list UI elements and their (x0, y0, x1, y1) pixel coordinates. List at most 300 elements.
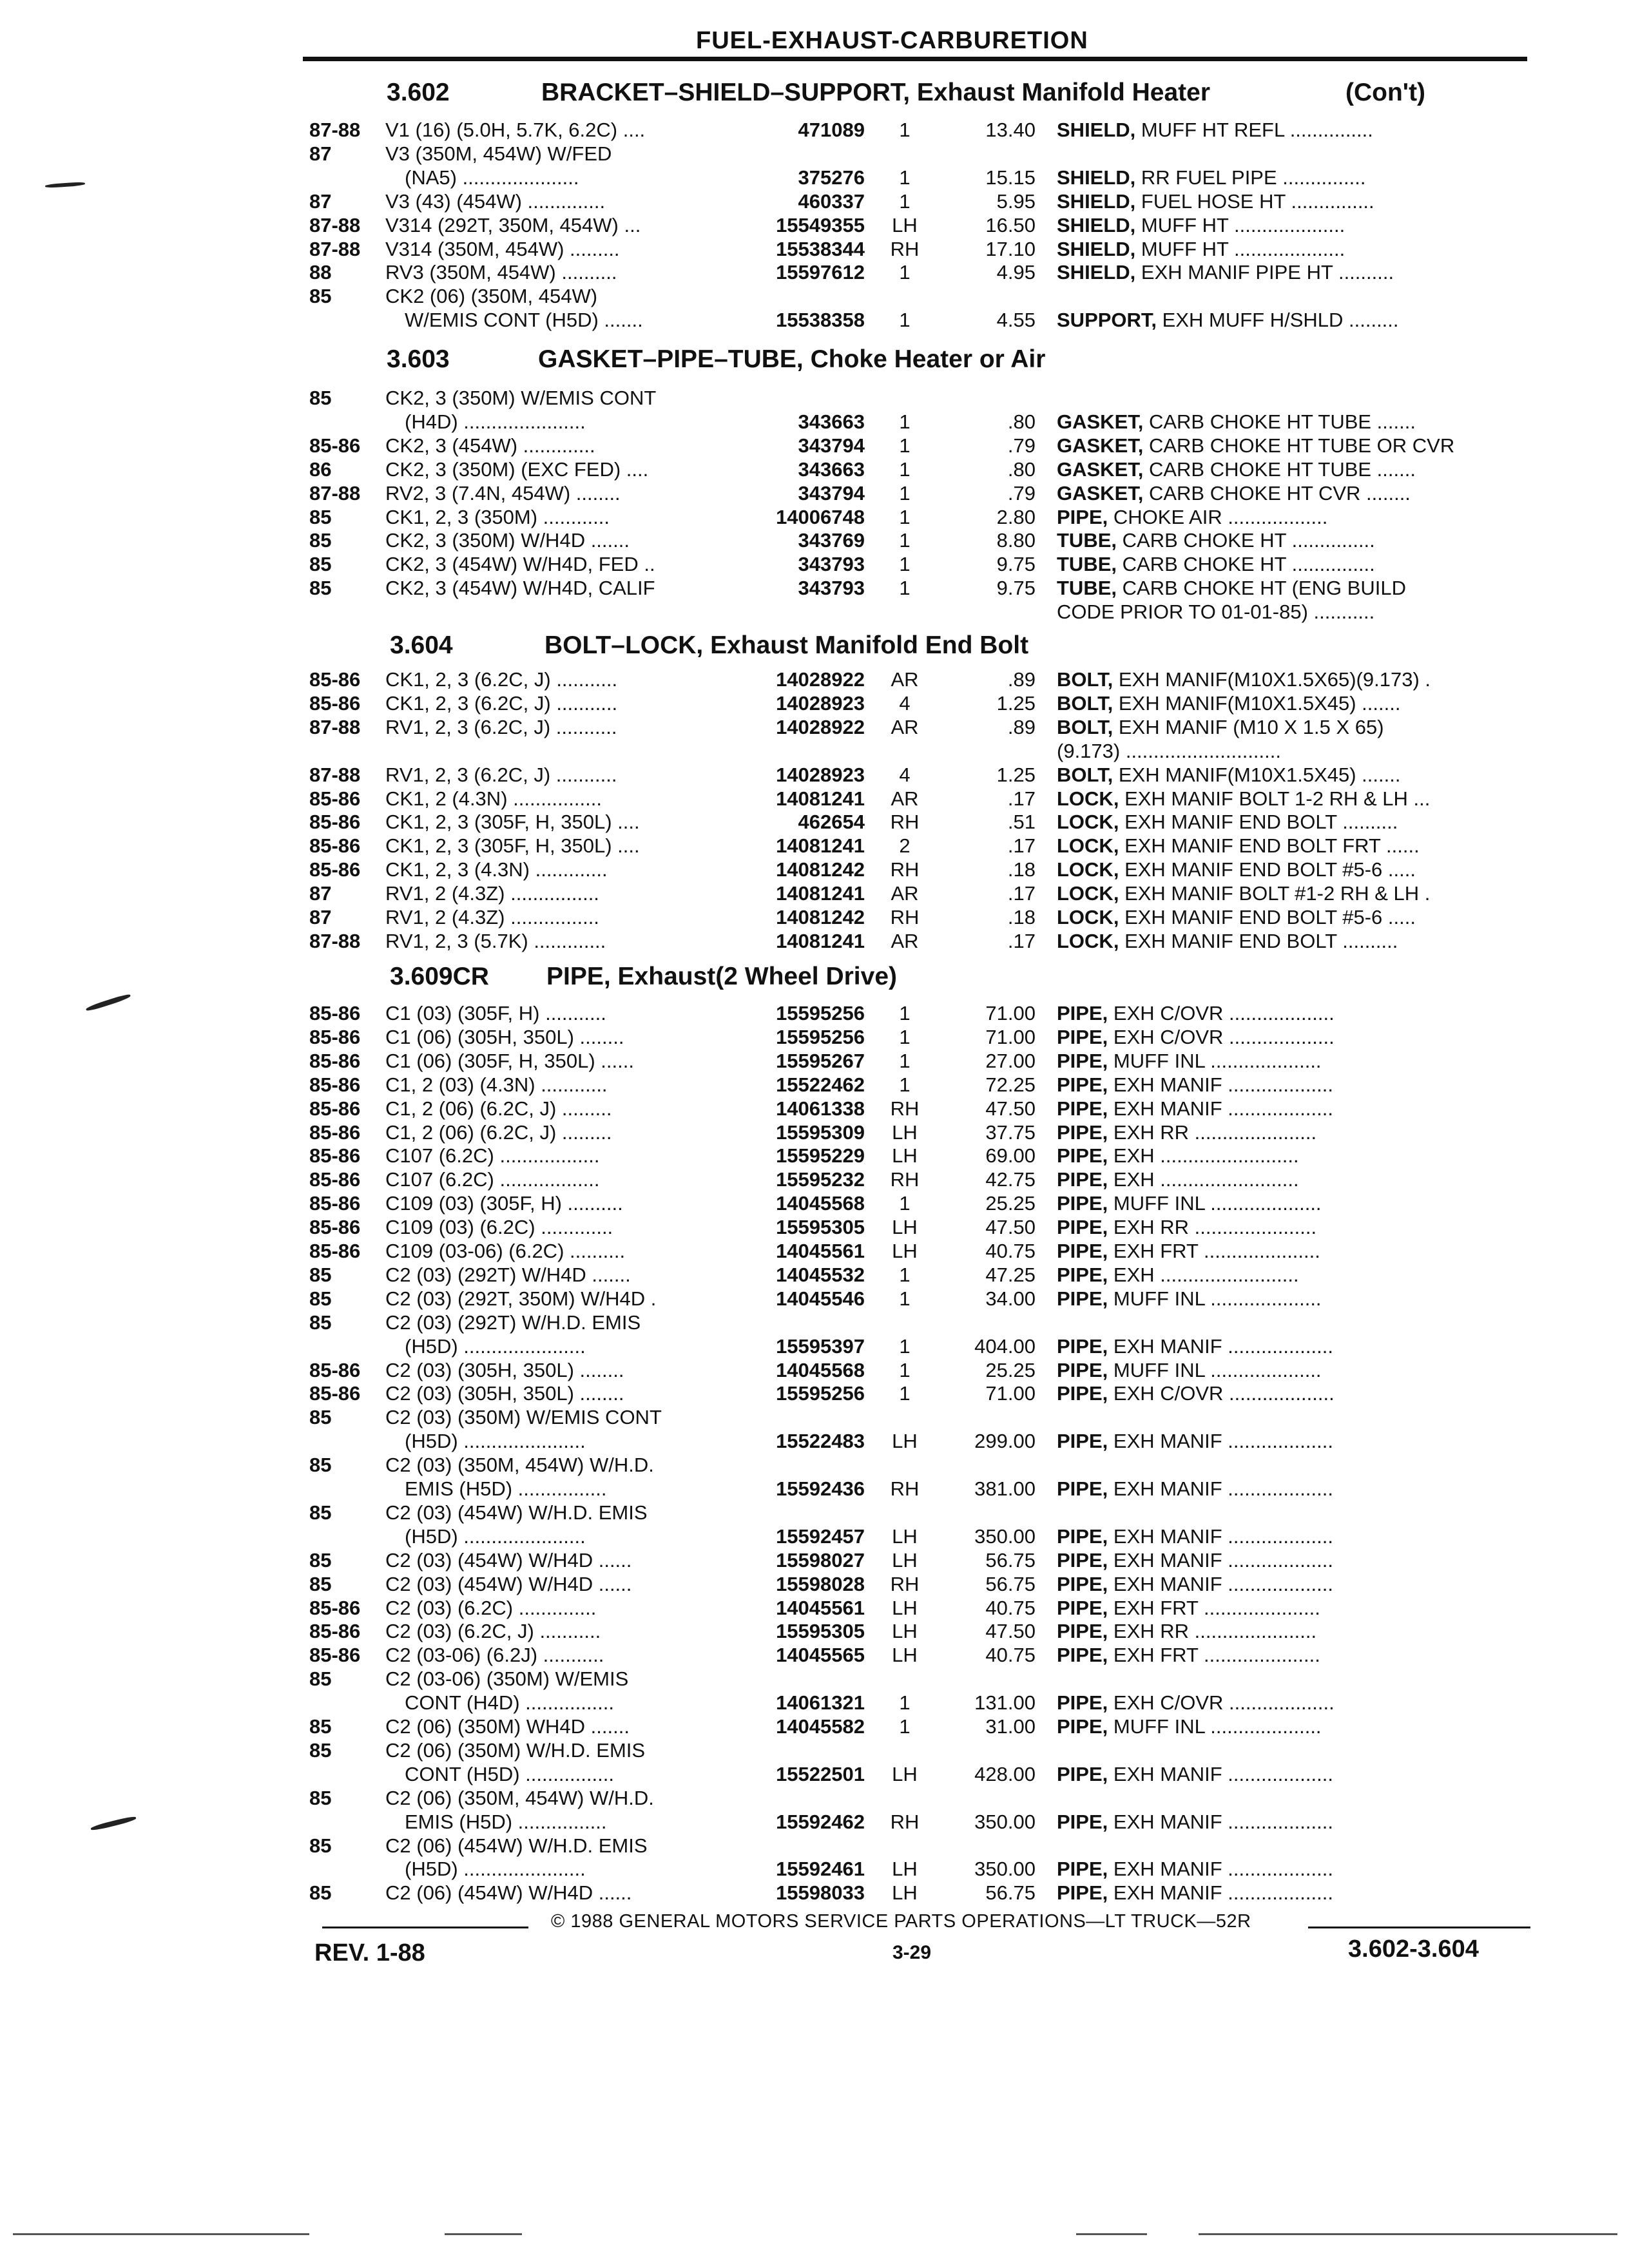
part-number: 15595232 (776, 1168, 865, 1191)
model-year: 87-88 (309, 214, 361, 236)
application-description: W/EMIS CONT (H5D) ....... (405, 309, 643, 331)
price: 13.40 (985, 119, 1036, 141)
part-name-detail: CARB CHOKE HT (ENG BUILD (1122, 577, 1407, 599)
application-description: RV1, 2, 3 (6.2C, J) ........... (385, 764, 617, 786)
quantity: AR (891, 668, 919, 691)
model-year: 85-86 (309, 1050, 361, 1072)
parts-table-row (0, 434, 1629, 457)
part-name-noun: PIPE, (1057, 1359, 1108, 1381)
price: .17 (1007, 882, 1036, 905)
model-year: 85-86 (309, 1597, 361, 1619)
price: 4.95 (996, 261, 1036, 284)
part-name (1057, 577, 1521, 600)
part-name-detail: EXH MANIF(M10X1.5X65)(9.173) . (1118, 668, 1431, 691)
part-name-detail: EXH MANIF PIPE HT .......... (1141, 261, 1394, 284)
price: 25.25 (985, 1359, 1036, 1381)
quantity: 4 (899, 764, 911, 786)
price: 17.10 (985, 238, 1036, 260)
part-name-noun: PIPE, (1057, 1597, 1108, 1619)
price: .17 (1007, 834, 1036, 857)
quantity: RH (890, 858, 920, 881)
part-name (1057, 261, 1521, 284)
part-number: 15522483 (776, 1430, 865, 1452)
part-number: 14045532 (776, 1264, 865, 1286)
parts-table-row (0, 1097, 1629, 1120)
part-name-detail: EXH MANIF END BOLT .......... (1124, 811, 1398, 833)
footer-copyright: © 1988 GENERAL MOTORS SERVICE PARTS OPERATIONS—LT TRUCK—52R (551, 1911, 1251, 1932)
part-number: 343794 (798, 434, 865, 457)
application-description: EMIS (H5D) ................ (405, 1477, 607, 1500)
price: 1.25 (996, 764, 1036, 786)
part-name-noun: SHIELD, (1057, 166, 1136, 189)
parts-table-row (0, 119, 1629, 142)
part-name (1057, 668, 1521, 691)
part-name-noun: LOCK, (1057, 930, 1119, 952)
part-name-noun: PIPE, (1057, 1121, 1108, 1144)
part-name-noun: PIPE, (1057, 1763, 1108, 1785)
part-number: 15598033 (776, 1881, 865, 1904)
parts-table-row (0, 1834, 1629, 1858)
parts-table-row (0, 1787, 1629, 1810)
part-number: 15538358 (776, 309, 865, 331)
part-name (1057, 1549, 1521, 1572)
model-year: 85 (309, 577, 332, 599)
parts-table-row (0, 285, 1629, 308)
parts-table-row (0, 1430, 1629, 1453)
part-number: 15595305 (776, 1620, 865, 1642)
quantity: 1 (899, 261, 911, 284)
part-name (1057, 1192, 1521, 1215)
model-year: 85 (309, 1311, 332, 1334)
header-rule (303, 57, 1527, 61)
model-year: 85 (309, 387, 332, 409)
application-description: CK2, 3 (350M) (EXC FED) .... (385, 458, 649, 481)
application-description: EMIS (H5D) ................ (405, 1811, 607, 1833)
application-description: (H4D) ...................... (405, 410, 586, 433)
price: 1.25 (996, 692, 1036, 715)
application-description: C2 (03-06) (6.2J) ........... (385, 1644, 604, 1666)
model-year: 87-88 (309, 716, 361, 738)
model-year: 87-88 (309, 119, 361, 141)
part-number: 471089 (798, 119, 865, 141)
section-number: 3.604 (390, 631, 453, 659)
parts-table-row (0, 1881, 1629, 1905)
part-name (1057, 1573, 1521, 1596)
part-name (1057, 1097, 1521, 1120)
part-name (1057, 1144, 1521, 1168)
part-name-detail: CARB CHOKE HT TUBE OR CVR (1148, 434, 1455, 457)
part-name (1057, 716, 1521, 739)
part-name-detail: EXH MANIF ................... (1113, 1573, 1333, 1595)
part-name-detail: EXH MUFF H/SHLD ......... (1162, 309, 1399, 331)
parts-table-row (0, 764, 1629, 787)
price: .79 (1007, 434, 1036, 457)
part-name (1057, 1121, 1521, 1144)
application-description: CK1, 2 (4.3N) ................ (385, 787, 602, 810)
part-name-noun: SUPPORT, (1057, 309, 1157, 331)
part-name-noun: PIPE, (1057, 1881, 1108, 1904)
model-year: 85 (309, 1406, 332, 1428)
application-description: V3 (43) (454W) .............. (385, 190, 606, 213)
application-description: C2 (03) (292T) W/H.D. EMIS (385, 1311, 641, 1334)
application-description: C2 (06) (350M, 454W) W/H.D. (385, 1787, 654, 1809)
model-year: 85 (309, 1834, 332, 1857)
model-year: 85-86 (309, 1168, 361, 1191)
part-name-detail: EXH RR ...................... (1113, 1620, 1317, 1642)
part-name-detail: EXH MANIF ................... (1113, 1430, 1333, 1452)
part-name (1057, 482, 1521, 505)
part-number: 343793 (798, 577, 865, 599)
part-name (1057, 458, 1521, 481)
application-description: CK2, 3 (350M) W/H4D ....... (385, 529, 630, 552)
part-name-detail: CARB CHOKE HT ............... (1122, 553, 1375, 575)
parts-table-row (0, 882, 1629, 905)
price: .79 (1007, 482, 1036, 505)
application-description: C2 (06) (350M) W/H.D. EMIS (385, 1739, 646, 1762)
part-number: 14081242 (776, 906, 865, 928)
quantity: AR (891, 930, 919, 952)
application-description: C1, 2 (06) (6.2C, J) ......... (385, 1121, 612, 1144)
part-name-detail: FUEL HOSE HT ............... (1141, 190, 1374, 213)
parts-table-row (0, 930, 1629, 953)
model-year: 87 (309, 190, 332, 213)
part-name-detail: MUFF INL .................... (1113, 1359, 1322, 1381)
part-number: 15595229 (776, 1144, 865, 1167)
part-name-noun: BOLT, (1057, 692, 1113, 715)
part-number: 14028923 (776, 764, 865, 786)
quantity: LH (892, 1881, 918, 1904)
part-name-noun: LOCK, (1057, 882, 1119, 905)
part-name-noun: LOCK, (1057, 906, 1119, 928)
quantity: LH (892, 1216, 918, 1238)
parts-table-row (0, 811, 1629, 834)
part-name (1057, 1477, 1521, 1501)
model-year: 87-88 (309, 930, 361, 952)
price: 72.25 (985, 1073, 1036, 1096)
part-name (1057, 1858, 1521, 1881)
parts-table-row (0, 1264, 1629, 1287)
quantity: 1 (899, 577, 911, 599)
part-number: 14081241 (776, 787, 865, 810)
part-name-noun: SHIELD, (1057, 190, 1136, 213)
quantity: 1 (899, 458, 911, 481)
model-year: 85 (309, 553, 332, 575)
part-name (1057, 1811, 1521, 1834)
application-description: C109 (03) (305F, H) .......... (385, 1192, 623, 1215)
part-number: 15592457 (776, 1525, 865, 1548)
model-year: 85-86 (309, 811, 361, 833)
part-name-detail: EXH RR ...................... (1113, 1216, 1317, 1238)
part-number: 460337 (798, 190, 865, 213)
part-name (1057, 692, 1521, 715)
model-year: 85 (309, 1287, 332, 1310)
part-name-detail: MUFF INL .................... (1113, 1192, 1322, 1215)
section-title: PIPE, Exhaust(2 Wheel Drive) (546, 963, 898, 990)
quantity: 1 (899, 506, 911, 528)
parts-table-row (0, 716, 1629, 739)
application-description: (H5D) ...................... (405, 1858, 586, 1880)
model-year: 85 (309, 1573, 332, 1595)
part-number: 15595267 (776, 1050, 865, 1072)
quantity: 1 (899, 1382, 911, 1405)
price: .18 (1007, 906, 1036, 928)
part-number: 343769 (798, 529, 865, 552)
price: .18 (1007, 858, 1036, 881)
part-number: 14081242 (776, 858, 865, 881)
parts-table-row (0, 1573, 1629, 1596)
part-name (1057, 1691, 1521, 1715)
model-year: 85-86 (309, 1144, 361, 1167)
part-name-detail: EXH MANIF END BOLT #5-6 ..... (1124, 858, 1416, 881)
section-continued-label: (Con't) (1345, 79, 1426, 106)
quantity: LH (892, 1121, 918, 1144)
application-description: C109 (03-06) (6.2C) .......... (385, 1240, 626, 1262)
application-description: (H5D) ...................... (405, 1430, 586, 1452)
application-description: C2 (03) (305H, 350L) ........ (385, 1359, 624, 1381)
application-description: CONT (H5D) ................ (405, 1763, 614, 1785)
application-description: CK2, 3 (454W) W/H4D, CALIF (385, 577, 655, 599)
model-year: 85-86 (309, 692, 361, 715)
part-number: 14028922 (776, 716, 865, 738)
quantity: 1 (899, 529, 911, 552)
price: .51 (1007, 811, 1036, 833)
page-header-title: FUEL-EXHAUST-CARBURETION (696, 27, 1088, 54)
application-description: C2 (03-06) (350M) W/EMIS (385, 1667, 629, 1690)
part-number: 15522501 (776, 1763, 865, 1785)
part-name (1057, 1644, 1521, 1667)
part-name-noun: SHIELD, (1057, 214, 1136, 236)
part-number: 15595256 (776, 1026, 865, 1048)
quantity: LH (892, 1644, 918, 1666)
part-name (1057, 1359, 1521, 1382)
part-name-detail: EXH MANIF ................... (1113, 1549, 1333, 1571)
application-description: CK1, 2, 3 (305F, H, 350L) .... (385, 834, 640, 857)
part-name-noun: GASKET, (1057, 458, 1144, 481)
parts-table-row (0, 1549, 1629, 1572)
model-year: 85 (309, 1667, 332, 1690)
part-name-detail: EXH ......................... (1113, 1264, 1299, 1286)
part-name (1057, 166, 1521, 189)
quantity: 1 (899, 1264, 911, 1286)
part-name-detail: CARB CHOKE HT CVR ........ (1148, 482, 1411, 505)
parts-table-row (0, 1715, 1629, 1738)
parts-table-row (0, 1216, 1629, 1239)
part-name-noun: BOLT, (1057, 716, 1113, 738)
part-name-noun: LOCK, (1057, 858, 1119, 881)
footer-section-range: 3.602-3.604 (1348, 1936, 1479, 1963)
part-name-detail: EXH ......................... (1113, 1144, 1299, 1167)
price: 69.00 (985, 1144, 1036, 1167)
model-year: 85 (309, 1715, 332, 1738)
part-name-detail: CARB CHOKE HT TUBE ....... (1148, 458, 1416, 481)
application-description: (H5D) ...................... (405, 1335, 586, 1358)
application-description: CK1, 2, 3 (305F, H, 350L) .... (385, 811, 640, 833)
application-description: C2 (03) (305H, 350L) ........ (385, 1382, 624, 1405)
part-name-noun: TUBE, (1057, 529, 1117, 552)
part-name-detail: EXH RR ...................... (1113, 1121, 1317, 1144)
model-year: 85-86 (309, 1382, 361, 1405)
application-description: RV3 (350M, 454W) .......... (385, 261, 617, 284)
part-name (1057, 1430, 1521, 1453)
parts-table-row (0, 387, 1629, 410)
model-year: 85 (309, 285, 332, 307)
quantity: 1 (899, 119, 911, 141)
application-description: V1 (16) (5.0H, 5.7K, 6.2C) .... (385, 119, 646, 141)
price: 27.00 (985, 1050, 1036, 1072)
model-year: 85-86 (309, 1026, 361, 1048)
price: 56.75 (985, 1549, 1036, 1571)
part-name (1057, 1525, 1521, 1548)
part-number: 14081241 (776, 882, 865, 905)
price: 71.00 (985, 1026, 1036, 1048)
part-number: 14061321 (776, 1691, 865, 1714)
part-name-noun: PIPE, (1057, 1525, 1108, 1548)
price: 8.80 (996, 529, 1036, 552)
part-name-noun: PIPE, (1057, 1573, 1108, 1595)
application-description: C1 (06) (305H, 350L) ........ (385, 1026, 624, 1048)
quantity: 1 (899, 309, 911, 331)
model-year: 85-86 (309, 787, 361, 810)
part-name-detail: MUFF INL .................... (1113, 1715, 1322, 1738)
model-year: 85-86 (309, 1240, 361, 1262)
application-description: C1, 2 (06) (6.2C, J) ......... (385, 1097, 612, 1120)
part-name-detail: CARB CHOKE HT ............... (1122, 529, 1375, 552)
part-name-detail: EXH MANIF ................... (1113, 1335, 1333, 1358)
part-number: 15595397 (776, 1335, 865, 1358)
quantity: 1 (899, 1050, 911, 1072)
application-description: RV1, 2 (4.3Z) ................ (385, 906, 599, 928)
part-name-detail: EXH MANIF END BOLT .......... (1124, 930, 1398, 952)
part-name (1057, 434, 1521, 457)
application-description: CONT (H4D) ................ (405, 1691, 614, 1714)
parts-table-row (0, 787, 1629, 811)
parts-table-row (0, 668, 1629, 691)
part-name-noun: PIPE, (1057, 1335, 1108, 1358)
part-name-detail: EXH MANIF(M10X1.5X45) ....... (1118, 764, 1401, 786)
part-name-detail: (9.173) ............................ (1057, 740, 1281, 762)
section-number: 3.609CR (390, 963, 489, 990)
parts-table-row (0, 1691, 1629, 1715)
quantity: RH (890, 1168, 920, 1191)
quantity: LH (892, 214, 918, 236)
parts-table-row (0, 142, 1629, 166)
part-name-noun: PIPE, (1057, 1026, 1108, 1048)
part-number: 14006748 (776, 506, 865, 528)
part-name-noun: GASKET, (1057, 410, 1144, 433)
part-number: 15597612 (776, 261, 865, 284)
price: .17 (1007, 930, 1036, 952)
quantity: LH (892, 1144, 918, 1167)
parts-table-row (0, 1073, 1629, 1097)
price: .89 (1007, 668, 1036, 691)
part-name (1057, 529, 1521, 552)
parts-table-row (0, 1763, 1629, 1786)
part-name-noun: PIPE, (1057, 1691, 1108, 1714)
part-name-detail: CARB CHOKE HT TUBE ....... (1148, 410, 1416, 433)
part-name (1057, 882, 1521, 905)
price: 4.55 (996, 309, 1036, 331)
quantity: 1 (899, 1026, 911, 1048)
quantity: AR (891, 787, 919, 810)
part-name (1057, 1287, 1521, 1311)
part-name-noun: PIPE, (1057, 1240, 1108, 1262)
model-year: 85-86 (309, 1359, 361, 1381)
part-name (1057, 601, 1521, 624)
parts-table-row (0, 906, 1629, 929)
application-description: C2 (03) (454W) W/H4D ...... (385, 1549, 632, 1571)
part-name-noun: PIPE, (1057, 1382, 1108, 1405)
part-name-detail: EXH FRT ..................... (1113, 1597, 1320, 1619)
application-description: CK2, 3 (454W) W/H4D, FED .. (385, 553, 655, 575)
parts-table-row (0, 1382, 1629, 1405)
part-name-noun: TUBE, (1057, 577, 1117, 599)
model-year: 85 (309, 1739, 332, 1762)
footer-rule-right (1308, 1927, 1530, 1928)
parts-table-row (0, 1144, 1629, 1168)
model-year: 87-88 (309, 238, 361, 260)
part-number: 343793 (798, 553, 865, 575)
application-description: CK2, 3 (454W) ............. (385, 434, 595, 457)
model-year: 85 (309, 506, 332, 528)
quantity: 1 (899, 482, 911, 505)
part-name (1057, 119, 1521, 142)
price: 350.00 (974, 1811, 1036, 1833)
price: 47.50 (985, 1097, 1036, 1120)
parts-table-row (0, 601, 1629, 624)
price: 16.50 (985, 214, 1036, 236)
part-name (1057, 506, 1521, 529)
part-name-noun: LOCK, (1057, 834, 1119, 857)
part-number: 14045565 (776, 1644, 865, 1666)
part-name-detail: CODE PRIOR TO 01-01-85) ........... (1057, 601, 1375, 623)
parts-table-row (0, 1192, 1629, 1215)
parts-table-row (0, 1525, 1629, 1548)
scan-edge-line (1199, 2233, 1617, 2235)
model-year: 87 (309, 882, 332, 905)
part-name-detail: EXH FRT ..................... (1113, 1240, 1320, 1262)
part-number: 15592461 (776, 1858, 865, 1880)
parts-table-row (0, 1477, 1629, 1501)
price: 9.75 (996, 577, 1036, 599)
price: 299.00 (974, 1430, 1036, 1452)
parts-table-row (0, 190, 1629, 213)
price: 404.00 (974, 1335, 1036, 1358)
part-name (1057, 1216, 1521, 1239)
parts-table-row (0, 858, 1629, 881)
parts-table-row (0, 1667, 1629, 1691)
parts-table-row (0, 166, 1629, 189)
application-description: RV2, 3 (7.4N, 454W) ........ (385, 482, 621, 505)
part-name (1057, 1026, 1521, 1049)
quantity: AR (891, 716, 919, 738)
part-number: 462654 (798, 811, 865, 833)
part-name-detail: EXH MANIF(M10X1.5X45) ....... (1118, 692, 1401, 715)
parts-table-row (0, 1644, 1629, 1667)
part-name-detail: MUFF HT .................... (1141, 238, 1345, 260)
quantity: 1 (899, 1192, 911, 1215)
application-description: V314 (350M, 454W) ......... (385, 238, 620, 260)
quantity: 1 (899, 166, 911, 189)
quantity: 1 (899, 410, 911, 433)
model-year: 85-86 (309, 1073, 361, 1096)
application-description: CK1, 2, 3 (4.3N) ............. (385, 858, 608, 881)
quantity: LH (892, 1597, 918, 1619)
price: .89 (1007, 716, 1036, 738)
section-title: BOLT–LOCK, Exhaust Manifold End Bolt (545, 631, 1029, 659)
quantity: 1 (899, 1335, 911, 1358)
price: 40.75 (985, 1240, 1036, 1262)
application-description: (NA5) ..................... (405, 166, 579, 189)
